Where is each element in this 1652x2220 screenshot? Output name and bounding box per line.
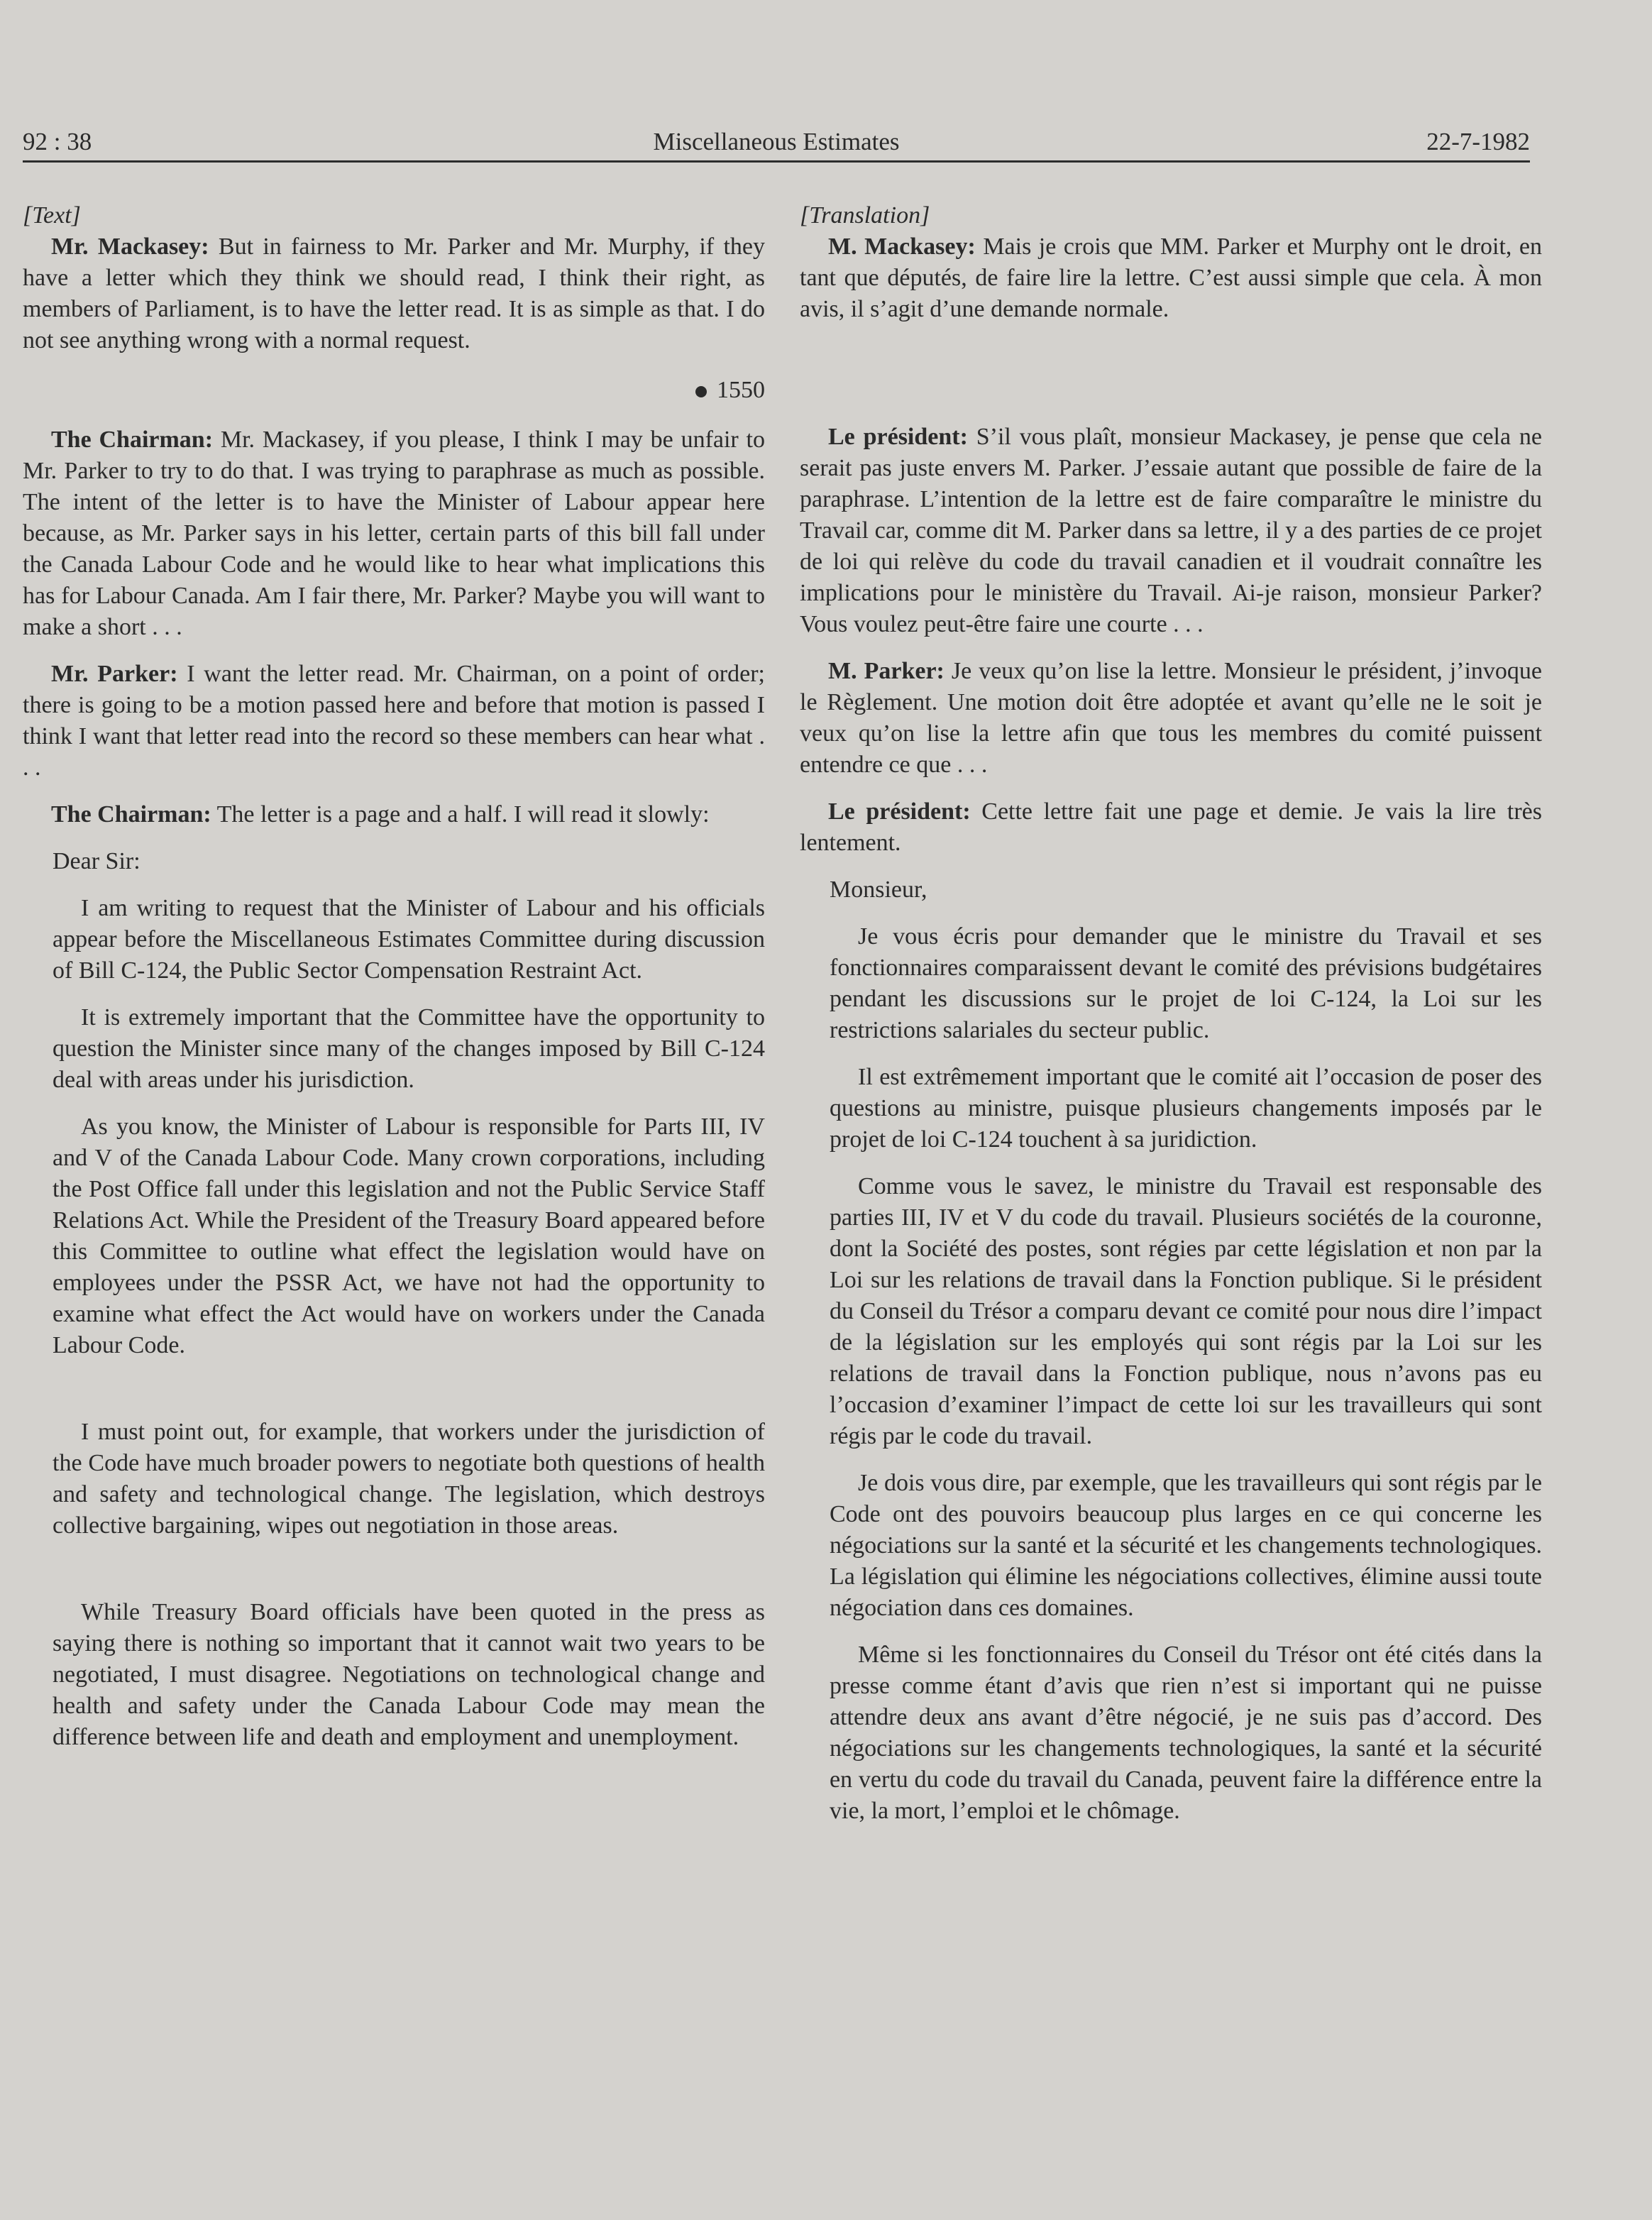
speech-paragraph [800, 656, 1542, 781]
speech-text: Mr. Mackasey, if you please, I think I may be unfair to Mr. Parker to try to do that. I was trying to paraphrase as much as possible. The intent of the letter is to have the Minister of Labour appear here because, as Mr. Parker says in his letter, certain parts of this bill fall under the Canada Labour Code and he would like to hear what implications this has for Labour Canada. Am I fair there, Mr. Parker? Maybe you will want to make a short . . . [23, 427, 766, 640]
speaker-name: Mr. Mackasey: [51, 233, 209, 260]
letter-paragraph: I am writing to request that the Minister of Labour and his officials appear before the Miscellaneous Estimates Committee during discussion of Bill C-124, the Public Sector Compensation Restraint Act. [53, 895, 765, 984]
speaker-name: M. Mackasey: [828, 233, 976, 260]
french-column [800, 200, 1542, 1842]
quoted-letter [830, 874, 1542, 1827]
letter-paragraph: As you know, the Minister of Labour is responsible for Parts III, IV and V of the Canada Labour Code. Many crown corporations, including the Post Office fall under this legislation and not the Public Service Staff Relations Act. While the President of the Treasury Board appeared before this Committee to outline what effect the legislation would have on employees under the PSSR Act, we have not had the opportunity to examine what effect the Act would have on workers under the Canada Labour Code. [53, 1114, 765, 1358]
speaker-name: Mr. Parker: [51, 661, 178, 687]
speech-paragraph [23, 659, 765, 784]
letter-paragraph: Même si les fonctionnaires du Conseil du Trésor ont été cités dans la presse comme étant d’avis que rien n’est si important qui ne puisse attendre deux ans avant d’être négocié, je ne suis pas d’accord. Des négociations sur les changements technologiques, la santé et la sécurité en vertu du code du travail du Canada, peuvent faire la différence entre la vie, la mort, l’emploi et le chômage. [830, 1642, 1542, 1824]
speaker-name: The Chairman: [51, 427, 214, 453]
letter-paragraph: Comme vous le savez, le ministre du Travail est responsable des parties III, IV et V du code du travail. Plusieurs sociétés de la couronne, dont la Société des postes, sont régies par cette législation et non par la Loi sur les relations de travail dans la Fonction publique. Si le président du Conseil du Trésor a comparu devant ce comité pour nous dire l’impact de la législation sur les employés qui sont régis par la Loi sur les relations de travail dans la Fonction publique, nous n’avons pas eu l’occasion d’examiner l’impact de cette loi sur les travailleurs qui sont régis par le code du travail. [830, 1173, 1542, 1449]
letter-paragraph: I must point out, for example, that workers under the jurisdiction of the Code have much broader powers to negotiate both questions of health and safety and technological change. The legislation, which destroys collective bargaining, wipes out negotiation in those areas. [53, 1419, 765, 1539]
speech-paragraph [23, 799, 765, 830]
speech-text: The letter is a page and a half. I will read it slowly: [211, 801, 710, 828]
english-column [23, 200, 765, 1769]
speaker-name: The Chairman: [51, 801, 211, 828]
speaker-name: Le président: [828, 424, 968, 450]
letter-paragraph: Il est extrêmement important que le comité ait l’occasion de poser des questions au ministre, puisque plusieurs changements imposés par le projet de loi C-124 touchent à sa juridiction. [830, 1064, 1542, 1153]
speech-text: But in fairness to Mr. Parker and Mr. Murphy, if they have a letter which they think we should read, I think their right, as members of Parliament, is to have the letter read. It is as simple as that. I do not see anything wrong with a normal request. [23, 233, 766, 353]
speech-paragraph [800, 422, 1542, 640]
time-stamp: 1550 [717, 377, 765, 403]
page-header [23, 126, 1530, 158]
header-date: 22-7-1982 [1426, 128, 1530, 155]
speech-text: Cette lettre fait une page et demie. Je vais la lire très lentement. [800, 798, 1543, 856]
page-number: 92 : 38 [23, 128, 92, 155]
letter-paragraph: Je vous écris pour demander que le ministre du Travail et ses fonctionnaires comparaissent devant le comité des prévisions budgétaires pendant les discussions sur le projet de loi C-124, la Loi sur les restrictions salariales du secteur public. [830, 923, 1542, 1043]
quoted-letter [53, 846, 765, 1753]
language-tag: [Text] [23, 202, 81, 229]
letter-salutation: Dear Sir: [53, 848, 141, 874]
speech-text: Je veux qu’on lise la lettre. Monsieur le président, j’invoque le Règlement. Une motion doit être adoptée et avant qu’elle ne le soit je veux qu’on lise la lettre afin que tous les membres du comité puissent entendre ce que . . . [800, 658, 1542, 778]
letter-paragraph: It is extremely important that the Committee have the opportunity to question the Minister since many of the changes imposed by Bill C-124 deal with areas under his jurisdiction. [53, 1004, 765, 1093]
speech-text: Mais je crois que MM. Parker et Murphy ont le droit, en tant que députés, de faire lire la lettre. C’est aussi simple que cela. À mon avis, il s’agit d’une demande normale. [800, 233, 1543, 322]
letter-paragraph: While Treasury Board officials have been quoted in the press as saying there is nothing so important that it cannot wait two years to be negotiated, I must disagree. Negotiations on technological change and health and safety under the Canada Labour Code may mean the difference between life and death and employment and unemployment. [53, 1599, 765, 1750]
letter-salutation: Monsieur, [830, 877, 927, 903]
letter-paragraph: Je dois vous dire, par exemple, que les travailleurs qui sont régis par le Code ont des pouvoirs beaucoup plus larges en ce qui concerne les négociations sur la santé et la sécurité et les changements technologiques. La législation qui élimine les négociations collectives, élimine aussi toute négociation dans ces domaines. [830, 1470, 1542, 1621]
time-marker [23, 375, 765, 406]
language-tag: [Translation] [800, 202, 930, 229]
speech-paragraph [23, 424, 765, 643]
speech-paragraph [23, 231, 765, 356]
speech-paragraph [800, 231, 1542, 325]
bullet-icon [695, 386, 707, 397]
speech-text: S’il vous plaît, monsieur Mackasey, je pense que cela ne serait pas juste envers M. Parker. J’essaie autant que possible de faire de la paraphrase. L’intention de la lettre est de faire comparaître le ministre du Travail car, comme dit M. Parker dans sa lettre, il y a des parties de ce projet de loi qui relève du code du travail canadien et il voudrait connaître les implications pour le ministère du Travail. Ai-je raison, monsieur Parker? Vous voulez peut-être faire une courte . . . [800, 424, 1542, 637]
speaker-name: Le président: [828, 798, 971, 825]
header-rule [23, 160, 1530, 163]
speaker-name: M. Parker: [828, 658, 945, 684]
running-title: Miscellaneous Estimates [653, 128, 900, 155]
speech-text: I want the letter read. Mr. Chairman, on a point of order; there is going to be a motion passed here and before that motion is passed I think I want that letter read into the record so these members can hear what . . . [23, 661, 765, 781]
speech-paragraph [800, 796, 1542, 859]
